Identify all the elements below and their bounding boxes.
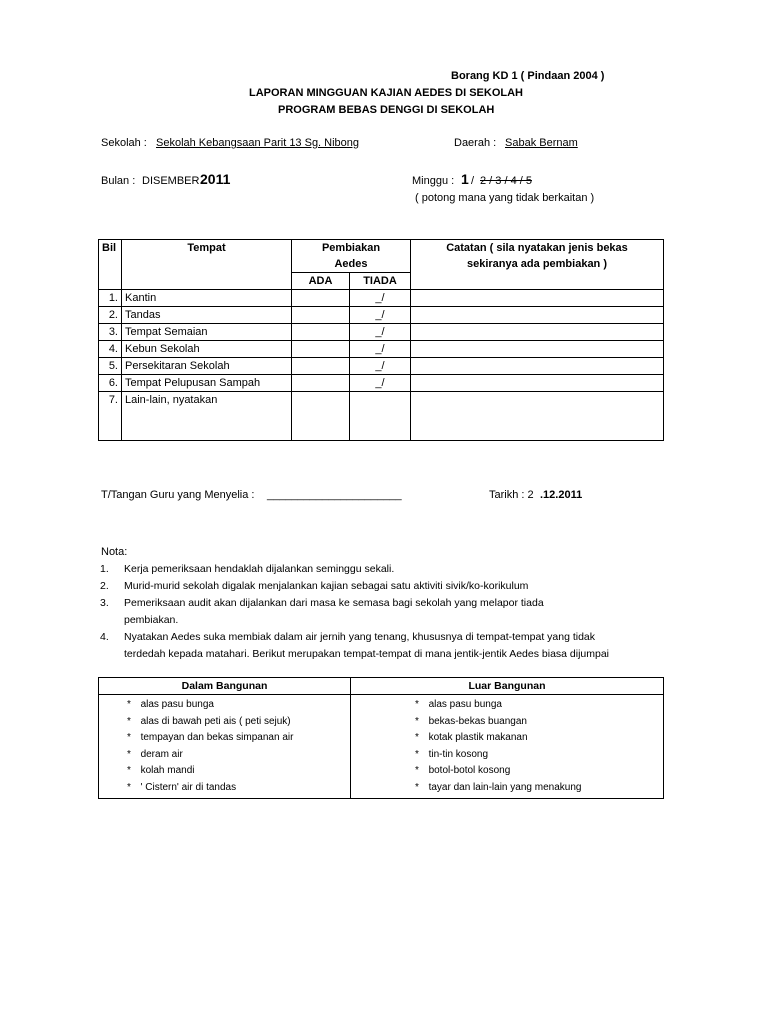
nota-item — [100, 563, 394, 575]
nota-item — [100, 631, 595, 643]
nota-num: 4. — [100, 631, 109, 643]
row-catatan — [411, 341, 664, 358]
minggu-slash: / — [471, 175, 475, 187]
bullet-star: * — [415, 781, 419, 793]
nota-title: Nota: — [101, 546, 128, 558]
list-item — [411, 730, 663, 747]
header-pembiakan-line1: Pembiakan — [321, 242, 381, 254]
list-item — [123, 730, 350, 747]
luar-bangunan-header: Luar Bangunan — [351, 678, 664, 695]
place-text: tempayan dan bekas simpanan air — [140, 732, 294, 743]
sekolah-label: Sekolah : — [101, 137, 147, 149]
row-tempat: Tempat Semaian — [122, 324, 292, 341]
bulan-value: DISEMBER — [142, 175, 200, 187]
place-text: ' Cistern' air di tandas — [140, 781, 237, 793]
place-text: kolah mandi — [140, 765, 195, 776]
bullet-star: * — [127, 781, 131, 793]
table-row — [99, 290, 664, 307]
nota-num: 3. — [100, 597, 109, 609]
header-catatan-line1: Catatan ( sila nyatakan jenis bekas — [446, 242, 628, 254]
tarikh-value: .12.2011 — [540, 489, 583, 501]
bullet-star: * — [415, 765, 419, 776]
bulan-label: Bulan : — [101, 175, 136, 187]
header-tiada: TIADA — [350, 273, 411, 290]
row-catatan — [411, 392, 664, 441]
row-ada — [292, 290, 350, 307]
table-row — [99, 341, 664, 358]
nota-text: pembiakan. — [124, 614, 179, 626]
places-header-row — [99, 678, 664, 695]
list-item — [123, 747, 350, 764]
row-tempat: Tandas — [122, 307, 292, 324]
row-ada — [292, 341, 350, 358]
dalam-bangunan-list — [99, 695, 351, 799]
row-catatan — [411, 358, 664, 375]
place-text: kotak plastik makanan — [428, 732, 528, 743]
row-tiada-check — [350, 392, 411, 441]
signature-line: ______________________ — [267, 489, 402, 501]
list-item — [411, 714, 663, 731]
table-row — [99, 358, 664, 375]
row-tiada-check: _/ — [350, 341, 411, 358]
place-text: tayar dan lain-lain yang menakung — [428, 781, 582, 793]
row-catatan — [411, 324, 664, 341]
row-tiada-check: _/ — [350, 307, 411, 324]
row-tempat: Lain-lain, nyatakan — [122, 392, 292, 441]
row-catatan — [411, 290, 664, 307]
nota-text: Nyatakan Aedes suka membiak dalam air jernih yang tenang, khususnya di tempat-tempat yang tidak — [124, 631, 596, 643]
row-tiada-check: _/ — [350, 324, 411, 341]
place-text: tin-tin kosong — [428, 748, 489, 760]
header-ada: ADA — [292, 273, 350, 290]
row-ada — [292, 392, 350, 441]
list-item — [411, 747, 663, 764]
list-item — [411, 763, 663, 780]
nota-num: 2. — [100, 580, 109, 592]
table-row — [99, 375, 664, 392]
header-tempat: Tempat — [122, 240, 292, 290]
row-ada — [292, 307, 350, 324]
daerah-value: Sabak Bernam — [505, 137, 578, 149]
signature-label: T/Tangan Guru yang Menyelia : — [101, 489, 255, 501]
tarikh-label: Tarikh : 2 — [489, 489, 534, 501]
row-catatan — [411, 307, 664, 324]
bullet-star: * — [127, 765, 131, 776]
nota-text: Kerja pemeriksaan hendaklah dijalankan seminggu sekali. — [124, 563, 395, 575]
row-bil: 3. — [99, 324, 122, 341]
sekolah-value: Sekolah Kebangsaan Parit 13 Sg. Nibong — [156, 137, 360, 149]
row-tempat: Kebun Sekolah — [122, 341, 292, 358]
bullet-star: * — [415, 748, 419, 760]
minggu-struck-options: 2 / 3 / 4 / 5 — [480, 175, 532, 187]
place-text: alas pasu bunga — [428, 699, 502, 710]
row-tempat: Tempat Pelupusan Sampah — [122, 375, 292, 392]
header-pembiakan — [292, 240, 411, 273]
row-bil: 7. — [99, 392, 122, 441]
list-item — [123, 697, 350, 714]
row-tiada-check: _/ — [350, 290, 411, 307]
row-bil: 1. — [99, 290, 122, 307]
list-item — [123, 763, 350, 780]
row-tempat: Persekitaran Sekolah — [122, 358, 292, 375]
program-title: PROGRAM BEBAS DENGGI DI SEKOLAH — [278, 104, 495, 116]
row-bil: 5. — [99, 358, 122, 375]
row-ada — [292, 324, 350, 341]
row-ada — [292, 375, 350, 392]
bullet-star: * — [127, 699, 131, 710]
header-pembiakan-line2: Aedes — [334, 258, 368, 270]
minggu-note: ( potong mana yang tidak berkaitan ) — [415, 192, 595, 204]
list-item — [411, 697, 663, 714]
list-item — [123, 780, 350, 797]
row-bil: 4. — [99, 341, 122, 358]
table-row — [99, 307, 664, 324]
list-item — [123, 714, 350, 731]
nota-text: terdedah kepada matahari. Berikut merupakan tempat-tempat di mana jentik-jentik Aedes biasa dijumpai — [124, 648, 610, 660]
daerah-label: Daerah : — [454, 137, 497, 149]
place-text: alas pasu bunga — [140, 699, 214, 710]
list-item — [411, 780, 663, 797]
form-code: Borang KD 1 ( Pindaan 2004 ) — [451, 70, 605, 82]
dalam-bangunan-header: Dalam Bangunan — [99, 678, 351, 695]
bullet-star: * — [127, 748, 131, 760]
row-tempat: Kantin — [122, 290, 292, 307]
bullet-star: * — [415, 715, 419, 727]
nota-item — [100, 597, 544, 609]
bullet-star: * — [415, 732, 419, 743]
row-bil: 6. — [99, 375, 122, 392]
row-bil: 2. — [99, 307, 122, 324]
row-tiada-check: _/ — [350, 375, 411, 392]
header-catatan-line2: sekiranya ada pembiakan ) — [466, 258, 607, 270]
nota-text: Pemeriksaan audit akan dijalankan dari masa ke semasa bagi sekolah yang melapor tiada — [124, 597, 544, 609]
table-row — [99, 392, 664, 441]
place-text: alas di bawah peti ais ( peti sejuk) — [140, 715, 291, 727]
nota-text: Murid-murid sekolah digalak menjalankan kajian sebagai satu aktiviti sivik/ko-korikulum — [124, 580, 529, 592]
place-text: bekas-bekas buangan — [428, 715, 527, 727]
row-catatan — [411, 375, 664, 392]
breeding-places-table — [98, 677, 664, 799]
place-text: botol-botol kosong — [428, 765, 511, 776]
row-ada — [292, 358, 350, 375]
report-title: LAPORAN MINGGUAN KAJIAN AEDES DI SEKOLAH — [249, 87, 523, 99]
table-header-row — [99, 240, 664, 273]
minggu-label: Minggu : — [412, 175, 455, 187]
bullet-star: * — [127, 715, 131, 727]
nota-item — [100, 614, 178, 626]
luar-bangunan-list — [351, 695, 664, 799]
nota-item — [100, 580, 528, 592]
bullet-star: * — [127, 732, 131, 743]
bullet-star: * — [415, 699, 419, 710]
nota-num: 1. — [100, 563, 109, 575]
header-catatan — [411, 240, 664, 290]
nota-item — [100, 648, 609, 660]
bulan-year: 2011 — [200, 171, 231, 187]
minggu-selected: 1 — [461, 171, 469, 187]
table-row — [99, 324, 664, 341]
places-list-row — [99, 695, 664, 799]
row-tiada-check: _/ — [350, 358, 411, 375]
place-text: deram air — [140, 748, 183, 760]
breeding-table — [98, 239, 664, 441]
header-bil: Bil — [99, 240, 122, 290]
